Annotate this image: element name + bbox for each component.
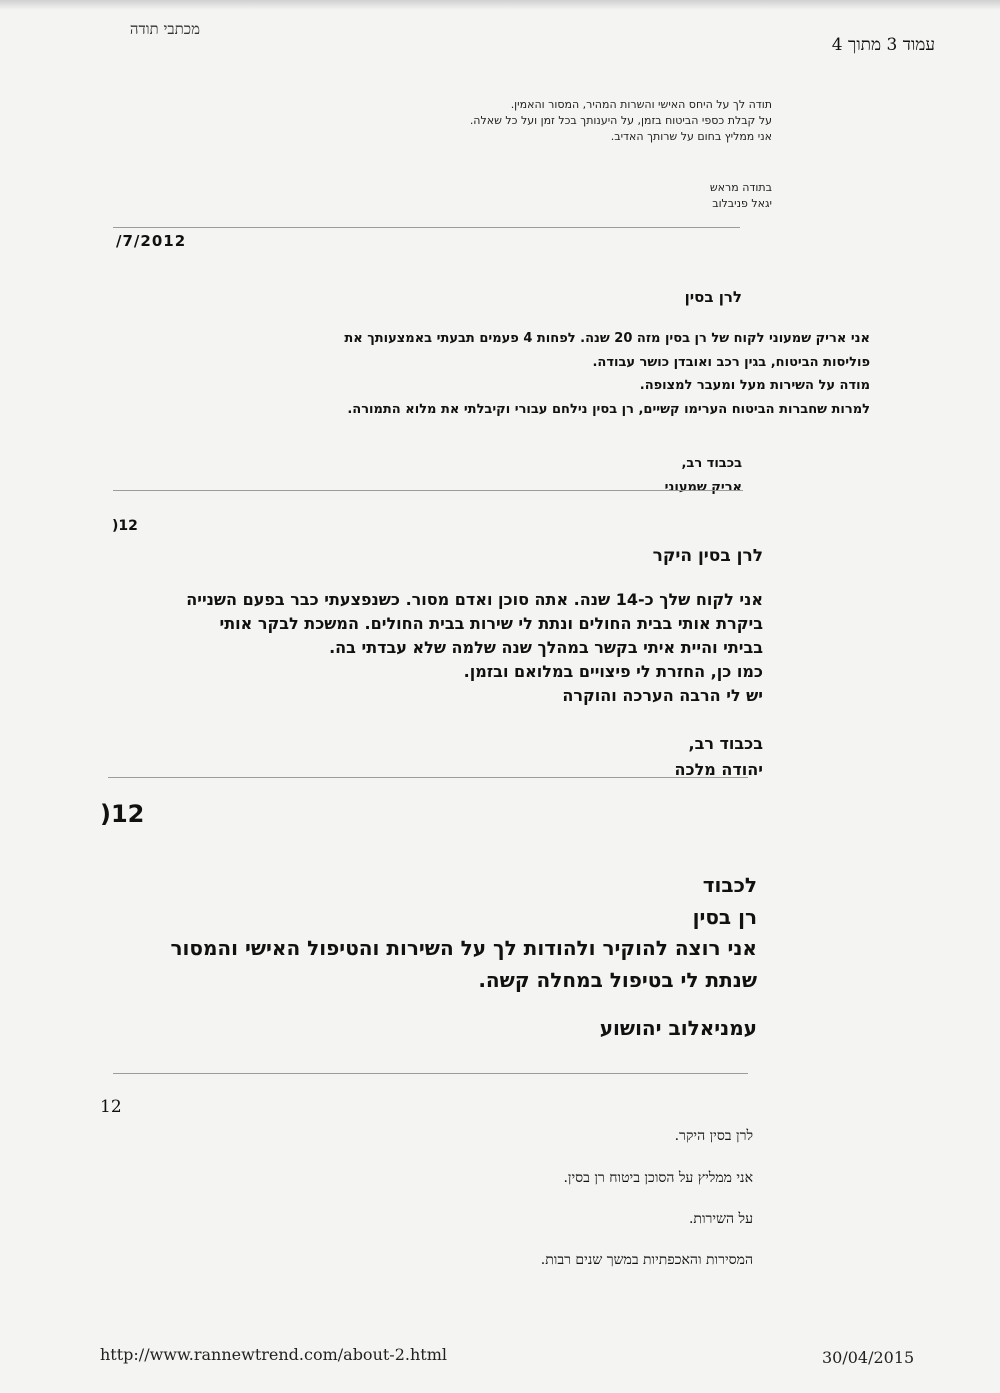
letter-3-line: בביתי והיית איתי בקשר במהלך שנה שלמה שלא עבדתי בה. bbox=[329, 638, 763, 657]
letter-2-line: למרות שחברות הביטוח הערימו קשיים, רן בסין נילחם עבורי וקיבלתי את מלוא התמורה. bbox=[347, 401, 870, 417]
letter-2-line: אני אריק שמעוני לקוח של רן בסין מזה 20 שנה. לפחות 4 פעמים תבעתי באמצעותך את bbox=[344, 331, 870, 346]
letter-3-signature: יהודה מלכה bbox=[674, 760, 763, 779]
letter-3-body bbox=[186, 588, 763, 708]
letter-4-date: )12 bbox=[100, 800, 145, 828]
letter-5-date: 12 bbox=[100, 1097, 122, 1117]
letter-4-line: אני רוצה להוקיר ולהודות לך על השירות והטיפול האישי והמסור bbox=[170, 936, 757, 960]
letter-2-date: /7/2012 bbox=[116, 232, 187, 250]
letter-5-line: על השירות. bbox=[688, 1211, 753, 1227]
letter-2-signature: אריק שמעוני bbox=[664, 480, 742, 495]
scan-top-edge bbox=[0, 0, 1000, 10]
letter-1-line: על קבלת כספי הביטוח בזמן, על היענותך בכל זמן ועל כל שאלה. bbox=[469, 114, 772, 127]
letter-3-date: )12 bbox=[112, 518, 138, 534]
letter-3-line: כמו כן, החזרת לי פיצויים במלואם ובזמן. bbox=[463, 662, 763, 681]
letter-5-line: המסירות והאכפתיות במשך שנים רבות. bbox=[540, 1252, 753, 1268]
letter-1-line: אני ממליץ בחום על שרותך האדיב. bbox=[610, 130, 772, 143]
letter-2-greeting: לרן בסין bbox=[684, 288, 742, 306]
letter-2-line: פוליסות הביטוח, בגין רכב ואובדן כושר עבודה. bbox=[592, 354, 870, 370]
letter-1-line: תודה לך על היחס האישי והשרות המהיר, המסור והאמין. bbox=[510, 98, 772, 111]
page-number: עמוד 3 מתוך 4 bbox=[831, 35, 935, 55]
letter-3-line: יש לי הרבה הערכה והוקרה bbox=[562, 686, 763, 705]
letter-1-signature: יגאל פניבלוב bbox=[712, 197, 772, 210]
letter-4-line: לכבוד bbox=[702, 873, 757, 897]
footer-date: 30/04/2015 bbox=[822, 1348, 915, 1367]
letter-5-greeting: לרן בסין היקר. bbox=[674, 1128, 753, 1144]
letter-3-closing: בכבוד רב, bbox=[688, 734, 763, 753]
letter-2-closing: בכבוד רב, bbox=[681, 456, 742, 471]
letter-3-line: אני לקוח שלך כ-14 שנה. אתה סוכן ואדם מסור. כשנפצעתי כבר בפעם השנייה bbox=[186, 590, 763, 609]
letter-2-signoff bbox=[665, 452, 742, 500]
letter-4-body bbox=[170, 870, 757, 996]
letter-3-signoff bbox=[675, 731, 763, 783]
divider bbox=[108, 777, 748, 778]
letter-2-body bbox=[344, 327, 870, 421]
divider bbox=[113, 1073, 748, 1074]
letter-1-body bbox=[470, 97, 772, 145]
letter-2-line: מודה על השירות מעל ומעבר למצופה. bbox=[639, 378, 870, 393]
letter-5-line: אני ממליץ על הסוכן ביטוח רן בסין. bbox=[563, 1170, 753, 1186]
divider bbox=[113, 227, 740, 228]
footer-url: http://www.rannewtrend.com/about-2.html bbox=[100, 1345, 447, 1364]
letter-4-line: רן בסין bbox=[692, 904, 757, 929]
letter-4-signature: עמניאלוב יהושוע bbox=[599, 1016, 757, 1040]
letter-4-line: שנתת לי בטיפול במחלה קשה. bbox=[478, 967, 757, 992]
letter-1-closing: בתודה מראש bbox=[709, 181, 772, 194]
letter-1-signoff bbox=[710, 180, 772, 212]
letter-3-greeting: לרן בסין היקר bbox=[652, 546, 763, 566]
header-title: מכתבי תודה bbox=[129, 20, 200, 38]
divider bbox=[113, 490, 743, 491]
letter-3-line: ביקרת אותי בבית החולים ונתת לי שירות בבית החולים. המשכת לבקר אותי bbox=[219, 614, 763, 633]
